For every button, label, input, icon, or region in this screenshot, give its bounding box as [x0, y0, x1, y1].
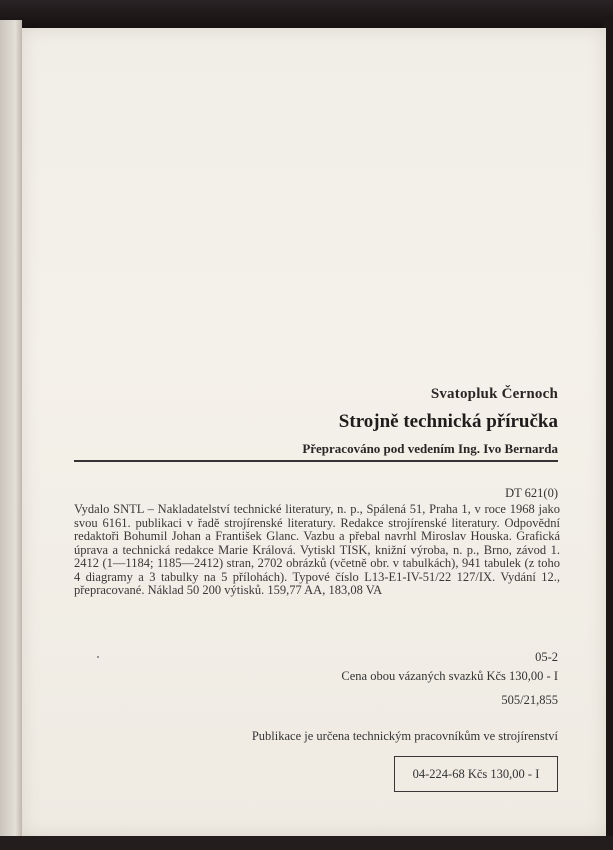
author-name: Svatopluk Černoch [430, 386, 558, 402]
book-spine-edge [0, 20, 22, 850]
catalog-code: 505/21,855 [501, 693, 558, 707]
book-cover-top-edge [0, 0, 613, 28]
book-subtitle: Přepracováno pod vedením Ing. Ivo Bernarda [302, 441, 558, 456]
imprint-paragraph: Vydalo SNTL – Nakladatelství technické literatury, n. p., Spálená 51, Praha 1, v roce 1968 jako svou 6161. publikaci v řadě strojírenské literatury. Redakce strojírenské literatury. Odpovědní redaktoři Bohumil Johan a František Glanc. Vazbu a přebal navrhl Miroslav Houska. Grafická úprava a technická redakce Marie Králová. Vytiskl TISK, knižní výroba, n. p., Brno, závod 1. 2412 (1—1184; 1185—2412) stran, 2702 obrázků (včetně obr. v tabulkách), 941 tabulek (z toho 4 diagramy a 3 tabulky na 5 přílohách). Typové číslo L13-E1-IV-51/22 127/IX. Vydání 12., přepracované. Náklad 50 200 výtisků. 159,77 AA, 183,08 VA [74, 502, 560, 597]
dt-classification: DT 621(0) [505, 486, 558, 500]
title-page [22, 28, 606, 836]
book-cover-bottom-edge [0, 836, 613, 850]
print-speck [97, 656, 99, 658]
price-line: Cena obou vázaných svazků Kčs 130,00 - I [341, 669, 558, 683]
audience-note: Publikace je určena technickým pracovníkům ve strojírenství [251, 729, 558, 743]
divider-rule [74, 460, 558, 462]
price-box: 04-224-68 Kčs 130,00 - I [394, 756, 558, 792]
book-title: Strojně technická příručka [338, 411, 558, 432]
edition-code: 05-2 [535, 650, 558, 664]
